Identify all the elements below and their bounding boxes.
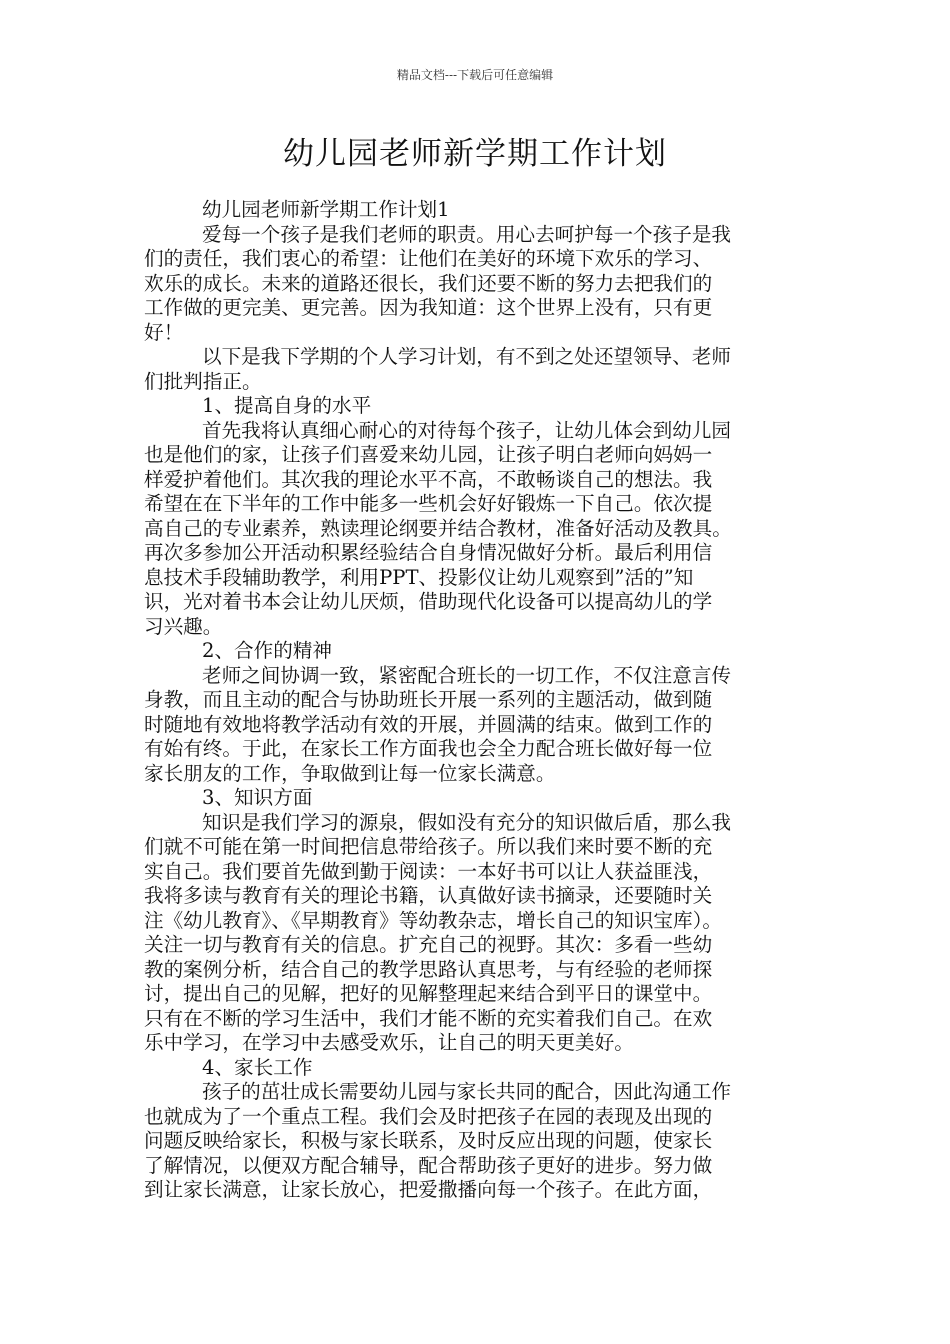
text-line: 识，光对着书本会让幼儿厌烦，借助现代化设备可以提高幼儿的学 xyxy=(144,590,713,613)
text-line: 身教，而且主动的配合与协助班长开展一系列的主题活动，做到随 xyxy=(144,688,713,711)
text-line: 1、提高自身的水平 xyxy=(202,394,372,417)
text-line: 时随地有效地将教学活动有效的开展，并圆满的结束。做到工作的 xyxy=(144,712,713,736)
text-line: 也是他们的家，让孩子们喜爱来幼儿园，让孩子明白老师向妈妈一 xyxy=(144,443,713,466)
text-line: 们的责任，我们衷心的希望：让他们在美好的环境下欢乐的学习、 xyxy=(144,247,713,270)
text-line: 首先我将认真细心耐心的对待每个孩子，让幼儿体会到幼儿园 xyxy=(202,418,732,442)
text-line: 注《幼儿教育》、《早期教育》等幼教杂志，增长自己的知识宝库）。 xyxy=(144,908,723,932)
text-line: 老师之间协调一致，紧密配合班长的一切工作，不仅注意言传 xyxy=(202,663,732,687)
text-line: 知识是我们学习的源泉，假如没有充分的知识做后盾，那么我 xyxy=(202,810,732,834)
text-line: 们批判指正。 xyxy=(144,369,262,393)
text-line: 工作做的更完美、更完善。因为我知道：这个世界上没有，只有更 xyxy=(144,296,713,319)
text-line: 孩子的茁壮成长需要幼儿园与家长共同的配合，因此沟通工作 xyxy=(202,1080,732,1103)
text-line: 只有在不断的学习生活中，我们才能不断的充实着我们自己。在欢 xyxy=(144,1006,713,1030)
text-line: 3、知识方面 xyxy=(202,786,313,809)
text-line: 了解情况，以便双方配合辅导，配合帮助孩子更好的进步。努力做 xyxy=(144,1153,713,1177)
text-line: 也就成为了一个重点工程。我们会及时把孩子在园的表现及出现的 xyxy=(144,1104,713,1128)
text-line: 到让家长满意，让家长放心，把爱撒播向每一个孩子。在此方面， xyxy=(144,1178,713,1201)
text-line: 关注一切与教育有关的信息。扩充自己的视野。其次：多看一些幼 xyxy=(144,933,713,956)
text-line: 家长朋友的工作，争取做到让每一位家长满意。 xyxy=(144,761,556,785)
document-title: 幼儿园老师新学期工作计划 xyxy=(283,136,667,172)
text-line: 习兴趣。 xyxy=(144,614,223,638)
text-line: 幼儿园老师新学期工作计划1 xyxy=(202,198,450,221)
text-line: 好！ xyxy=(144,320,184,344)
text-line: 们就不可能在第一时间把信息带给孩子。所以我们来时要不断的充 xyxy=(144,835,713,858)
text-line: 以下是我下学期的个人学习计划，有不到之处还望领导、老师 xyxy=(202,345,732,368)
header-note: 精品文档---下载后可任意编辑 xyxy=(396,68,554,82)
text-line: 欢乐的成长。未来的道路还很长，我们还要不断的努力去把我们的 xyxy=(144,271,713,295)
text-line: 希望在在下半年的工作中能多一些机会好好锻炼一下自己。依次提 xyxy=(144,492,713,515)
text-line: 样爱护着他们。其次我的理论水平不高，不敢畅谈自己的想法。我 xyxy=(144,467,713,491)
text-line: 问题反映给家长，积极与家长联系，及时反应出现的问题，使家长 xyxy=(144,1129,713,1152)
text-line: 讨，提出自己的见解，把好的见解整理起来结合到平日的课堂中。 xyxy=(144,982,713,1005)
document-body xyxy=(144,198,808,1203)
text-line: 2、合作的精神 xyxy=(202,639,333,662)
text-line: 4、家长工作 xyxy=(202,1055,313,1079)
text-line: 再次多参加公开活动积累经验结合自身情况做好分析。最后利用信 xyxy=(144,541,713,564)
text-line: 爱每一个孩子是我们老师的职责。用心去呵护每一个孩子是我 xyxy=(202,222,732,246)
text-line: 有始有终。于此，在家长工作方面我也会全力配合班长做好每一位 xyxy=(144,737,713,760)
text-line: 教的案例分析，结合自己的教学思路认真思考，与有经验的老师探 xyxy=(144,957,713,981)
text-line: 息技术手段辅助教学，利用PPT、投影仪让幼儿观察到”活的”知 xyxy=(144,565,694,589)
text-line: 乐中学习，在学习中去感受欢乐，让自己的明天更美好。 xyxy=(144,1031,634,1054)
text-line: 高自己的专业素养，熟读理论纲要并结合教材，准备好活动及教具。 xyxy=(144,516,732,540)
text-line: 实自己。我们要首先做到勤于阅读：一本好书可以让人获益匪浅， xyxy=(144,859,713,883)
text-line: 我将多读与教育有关的理论书籍，认真做好读书摘录，还要随时关 xyxy=(144,884,713,907)
